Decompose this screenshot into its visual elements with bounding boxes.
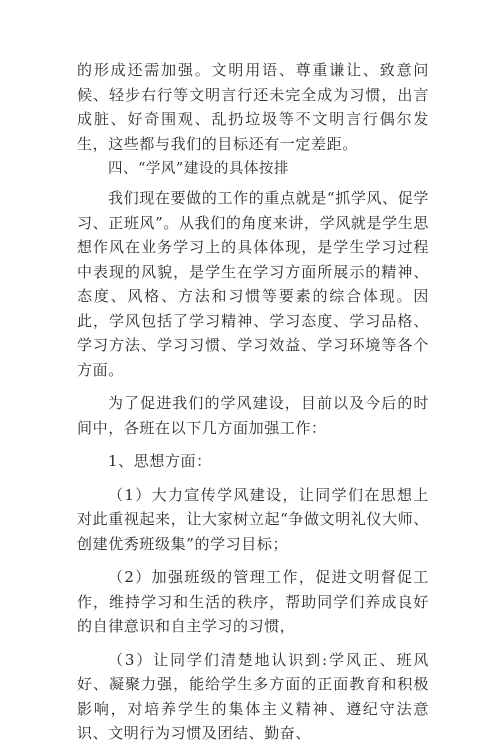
subheading: 1、思想方面： (108, 452, 212, 470)
section-heading: 四、“学风”建设的具体按排 (108, 161, 289, 177)
body-paragraph: 的形成还需加强。文明用语、尊重谦让、致意问候、轻步右行等文明言行还未完全成为习惯，出言成脏、好奇围观、乱扔垃圾等不文明言行偶尔发生，这些都与我们的目标还有一定差距。 (77, 61, 429, 153)
body-paragraph: 为了促进我们的学风建设，目前以及今后的时间中，各班在以下几方面加强工作： (77, 394, 429, 437)
body-paragraph: 我们现在要做的工作的重点就是“抓学风、促学习、正班风”。从我们的角度来讲，学风就是学生思想作风在业务学习上的具体体现，是学生学习过程中表现的风貌，是学生在学习方面所展示的精神、态度、风格、方法和习惯等要素的综合体现。因此，学风包括了学习精神、学习态度、学习品格、学习方法、学习习惯、学习效益、学习环境等各个方面。 (77, 189, 429, 379)
list-item: （1）大力宣传学风建设，让同学们在思想上对此重视起来，让大家树立起“争做文明礼仪大师、创建优秀班级集”的学习目标； (77, 485, 429, 553)
list-item: （3）让同学们清楚地认识到:学风正、班风好、凝聚力强，能给学生多方面的正面教育和积极影响，对培养学生的集体主义精神、遵纪守法意识、文明行为习惯及团结、勤奋、 (77, 650, 429, 742)
document-page (77, 58, 429, 746)
list-item: （2）加强班级的管理工作，促进文明督促工作，维持学习和生活的秩序，帮助同学们养成良好的自律意识和自主学习的习惯， (77, 568, 429, 635)
